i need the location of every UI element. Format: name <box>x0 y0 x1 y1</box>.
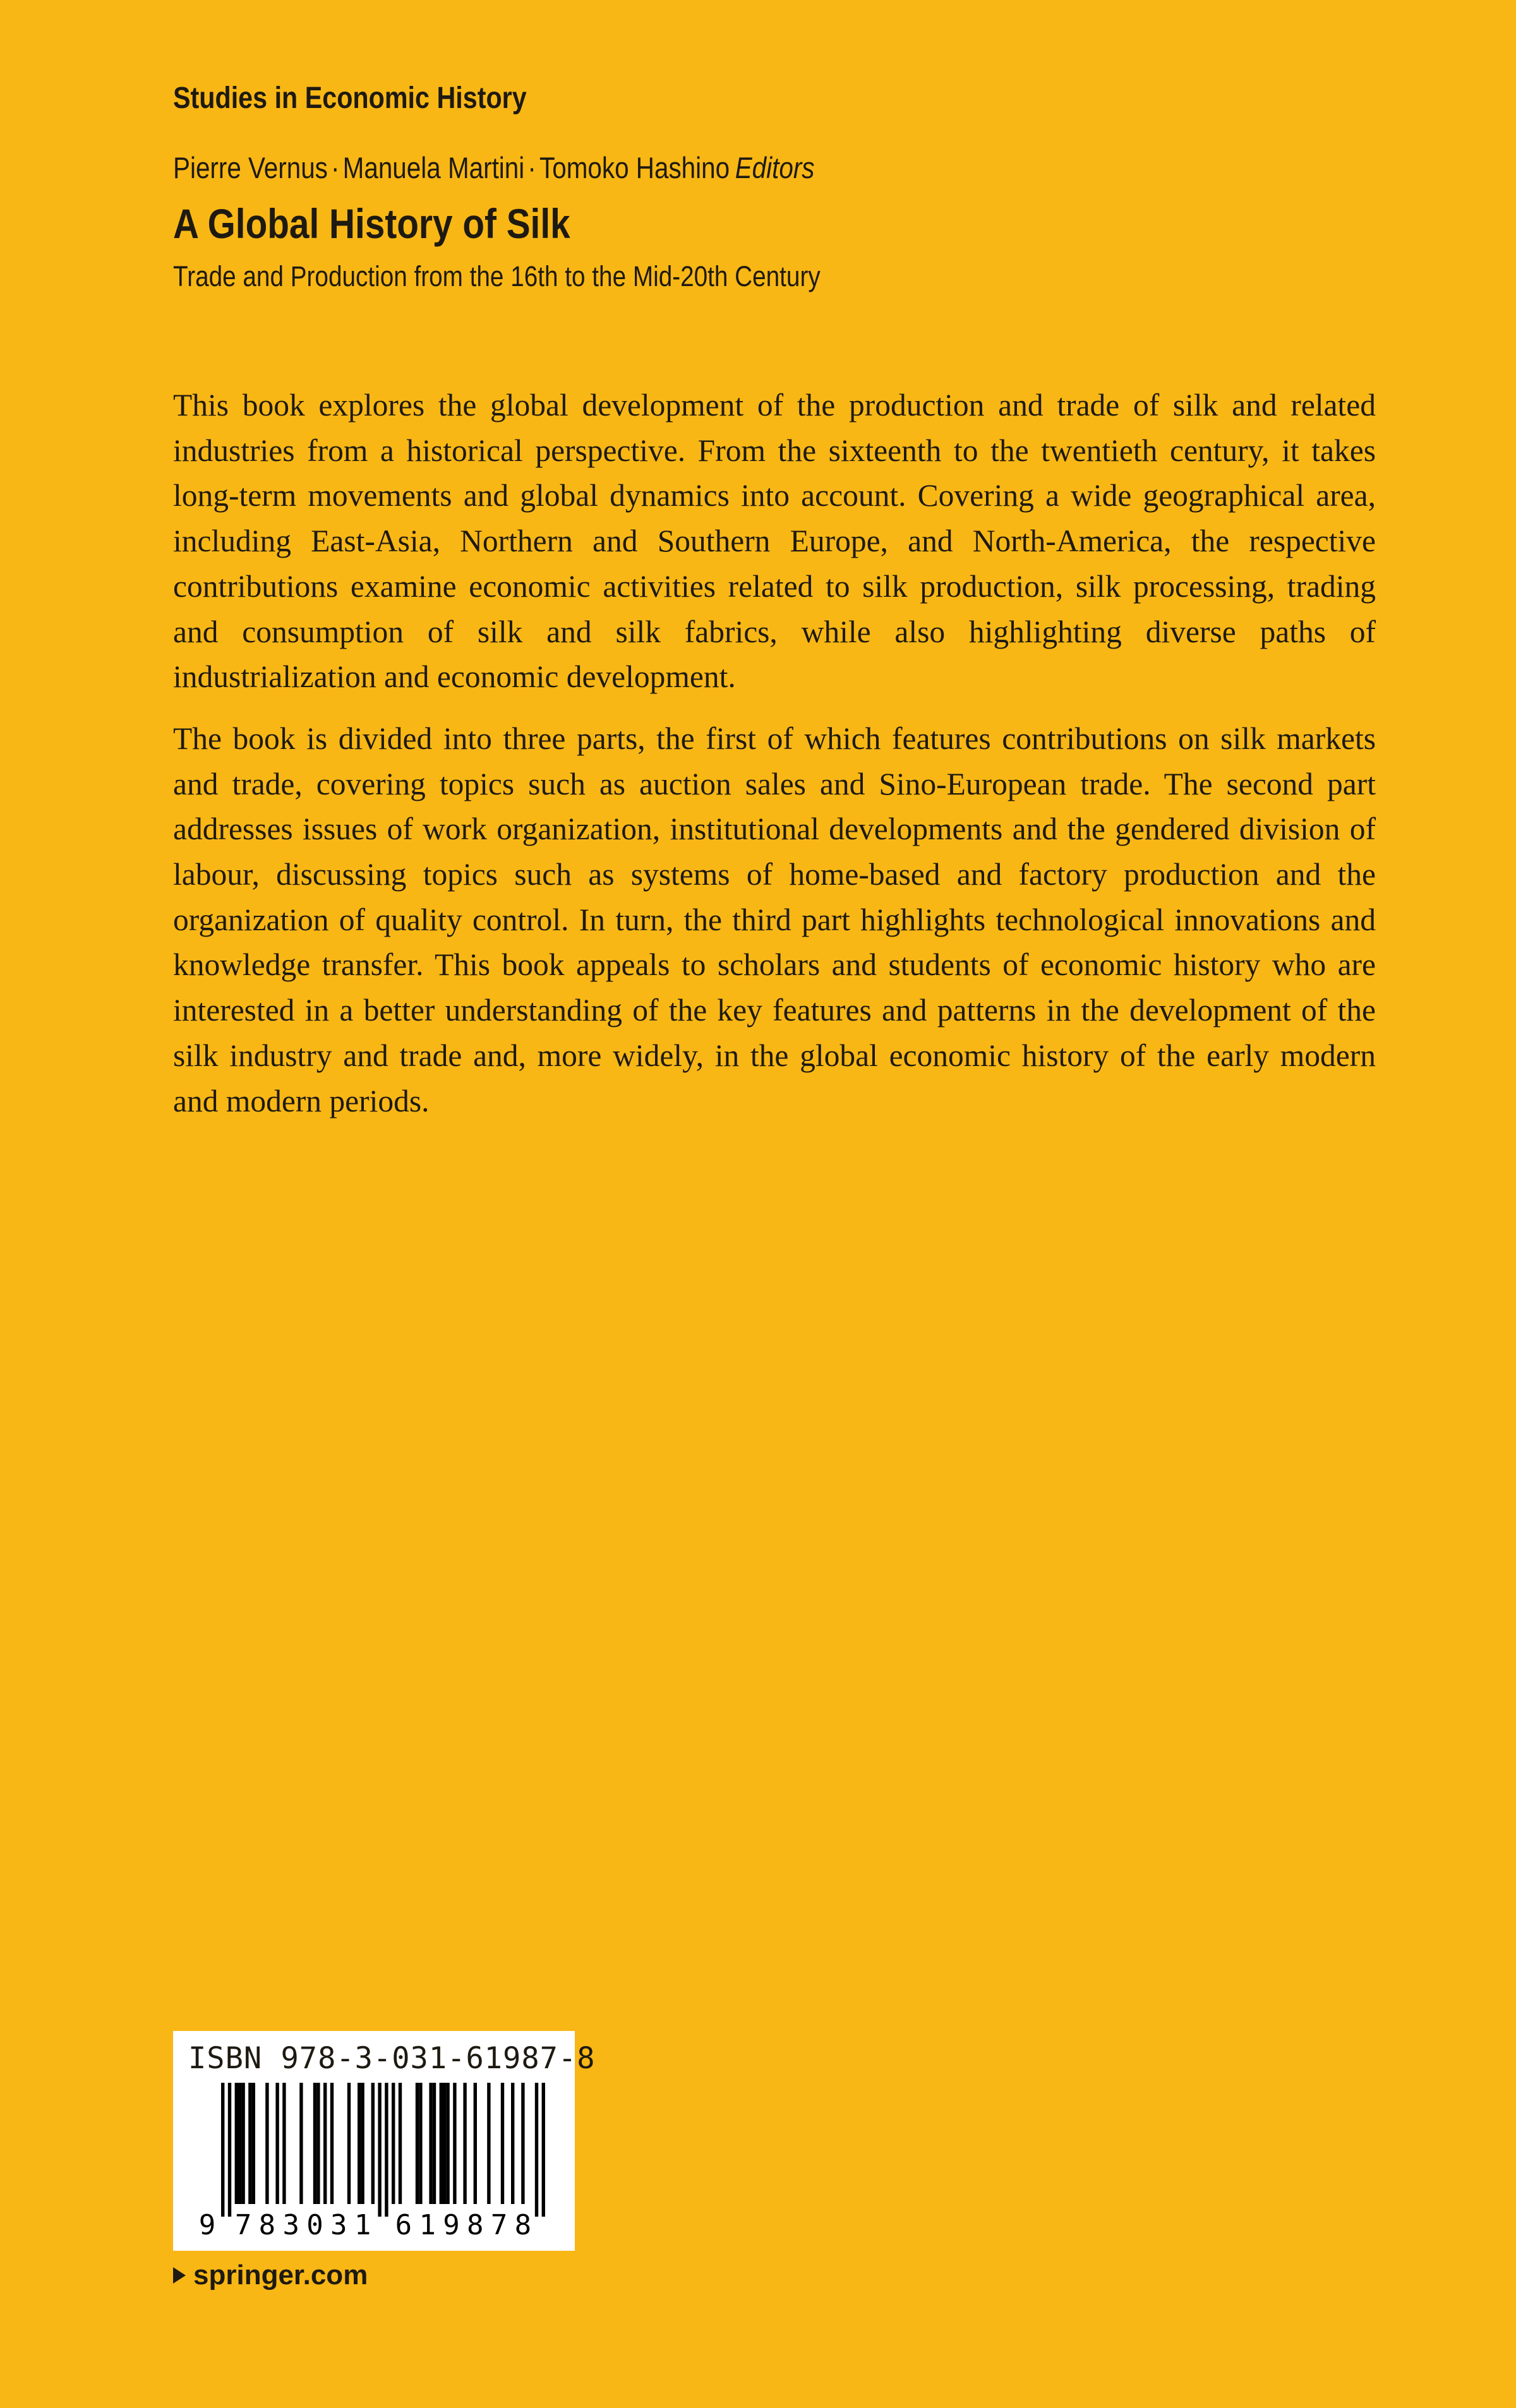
barcode-bar <box>265 2083 268 2204</box>
barcode-bar <box>399 2083 402 2204</box>
barcode-bar <box>323 2083 327 2204</box>
barcode-bar <box>419 2083 422 2204</box>
barcode-bar <box>282 2083 286 2204</box>
editors-line <box>173 150 814 185</box>
barcode-bar <box>487 2083 490 2204</box>
barcode-bar <box>416 2083 419 2204</box>
barcode-bar <box>392 2083 395 2204</box>
description-paragraph: The book is divided into three parts, the first of which features contributions on silk markets and trade, covering topics such as auction sales and Sino-European trade. The second part addresses issues of work organization, institutional developments and the gendered division of labour, discussing topics such as systems of home-based and factory production and the organization of quality control. In turn, the third part highlights technological innovations and knowledge transfer. This book appeals to scholars and students of economic history who are interested in a better understanding of the key features and patterns in the development of the silk industry and trade and, more widely, in the global economic history of the early modern and modern periods. <box>173 721 1376 1118</box>
barcode-digit: 3 <box>330 2209 347 2241</box>
editor-name: Manuela Martini <box>342 151 525 184</box>
barcode-bar <box>275 2083 279 2204</box>
barcode-bar <box>501 2083 504 2204</box>
description-paragraph: This book explores the global development of the production and trade of silk and related industries from a historical perspective. From the sixteenth to the twentieth century, it takes long-term movements and global dynamics into account. Covering a wide geographical area, including East-Asia, Northern and Southern Europe, and North-America, the respective contributions examine economic activities related to silk production, silk processing, trading and consumption of silk and silk fabrics, while also highlighting diverse paths of industrialization and economic development. <box>173 388 1376 695</box>
editor-separator: · <box>527 151 536 184</box>
series-name: Studies in Economic History <box>173 81 527 115</box>
barcode-bar <box>443 2083 446 2204</box>
barcode-bar <box>347 2083 351 2204</box>
barcode-digit: 9 <box>443 2209 460 2241</box>
editor-name: Pierre Vernus <box>173 151 328 184</box>
barcode-digit: 0 <box>306 2209 323 2241</box>
barcode-digit: 1 <box>354 2209 371 2241</box>
barcode-bar <box>453 2083 456 2204</box>
barcode-bar <box>521 2083 524 2204</box>
barcode-digit: 1 <box>419 2209 436 2241</box>
barcode-bar <box>313 2083 316 2204</box>
barcode-bar <box>330 2083 334 2204</box>
barcode-bar <box>371 2083 375 2204</box>
barcode-digit: 9 <box>198 2209 216 2241</box>
barcode-bar <box>235 2083 238 2204</box>
barcode-bar <box>316 2083 320 2204</box>
barcode-bar <box>542 2083 545 2217</box>
barcode-digit: 8 <box>258 2209 276 2241</box>
book-description <box>173 383 1376 1140</box>
barcode-bar <box>358 2083 361 2204</box>
barcode-digit: 3 <box>282 2209 299 2241</box>
barcode-digit: 7 <box>490 2209 508 2241</box>
barcode-bar <box>440 2083 443 2204</box>
book-subtitle: Trade and Production from the 16th to the Mid-20th Century <box>173 260 821 292</box>
barcode-bar <box>361 2083 364 2204</box>
barcode-bar <box>252 2083 255 2204</box>
barcode-bar <box>378 2083 381 2217</box>
editor-separator: · <box>331 151 340 184</box>
barcode-bar <box>385 2083 388 2217</box>
barcode-digit: 6 <box>395 2209 412 2241</box>
barcode-bar <box>474 2083 477 2204</box>
barcode-graphic <box>188 2083 560 2241</box>
book-title: A Global History of Silk <box>173 200 570 247</box>
isbn-label: ISBN 978-3-031-61987-8 <box>188 2041 596 2076</box>
barcode-bar <box>463 2083 466 2204</box>
barcode-bar <box>241 2083 244 2204</box>
barcode-bar <box>433 2083 436 2204</box>
barcode-bar <box>299 2083 303 2204</box>
barcode-digit: 8 <box>514 2209 532 2241</box>
editor-name: Tomoko Hashino <box>539 151 730 184</box>
barcode-bar <box>228 2083 231 2217</box>
publisher-link[interactable] <box>173 2260 368 2291</box>
arrow-right-icon <box>173 2267 186 2284</box>
barcode-bar <box>238 2083 241 2204</box>
barcode-bar <box>429 2083 432 2204</box>
publisher-url: springer.com <box>193 2260 368 2291</box>
barcode-bar <box>221 2083 224 2217</box>
barcode-digit: 7 <box>234 2209 252 2241</box>
barcode-digit: 8 <box>467 2209 484 2241</box>
editors-role: Editors <box>735 151 815 184</box>
barcode-bar <box>535 2083 538 2217</box>
isbn-barcode <box>173 2031 596 2251</box>
barcode-bar <box>248 2083 251 2204</box>
barcode-bar <box>511 2083 514 2204</box>
barcode-bar <box>446 2083 449 2204</box>
